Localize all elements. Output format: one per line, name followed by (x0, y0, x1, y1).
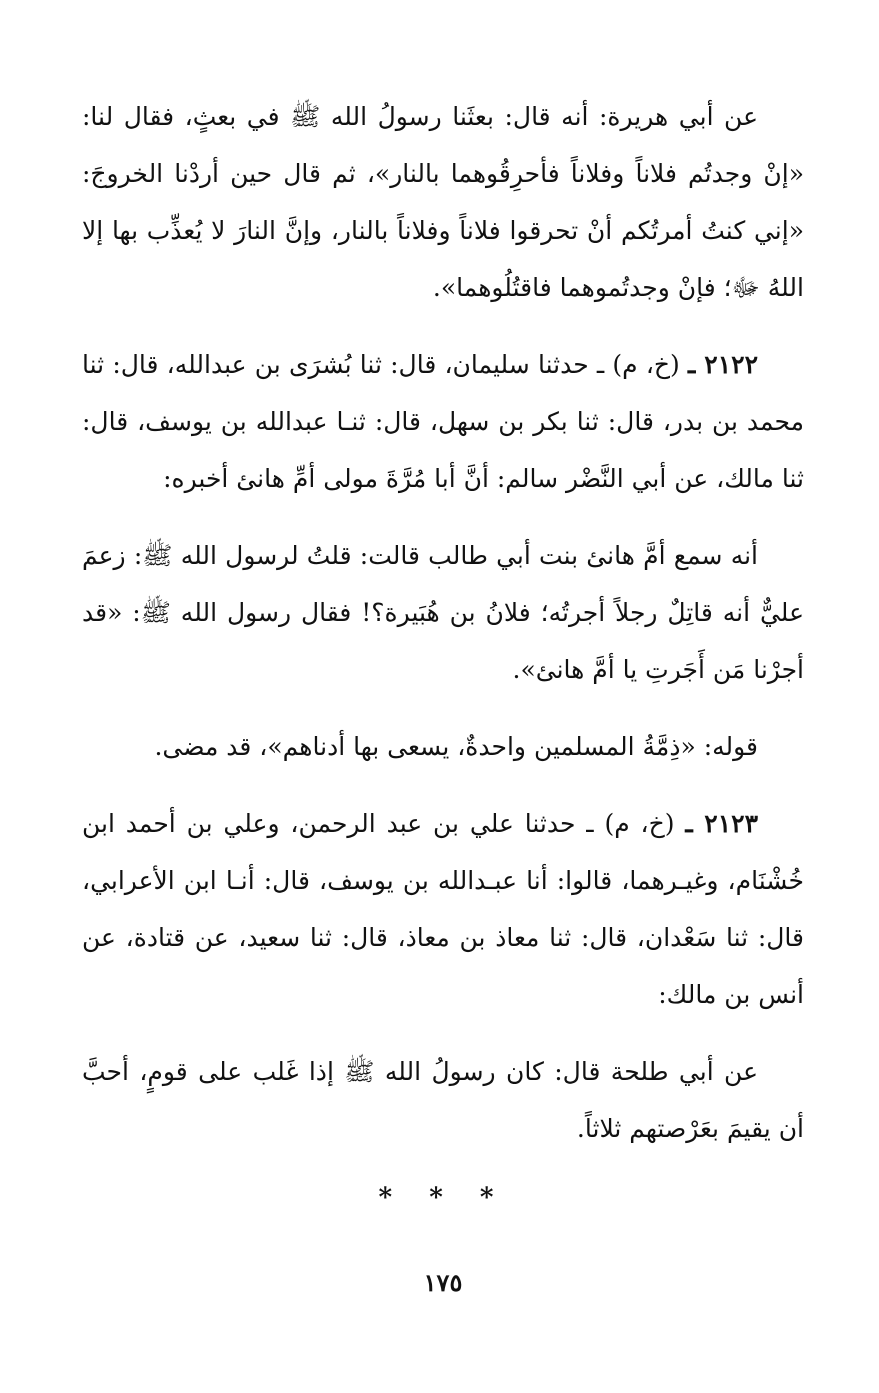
paragraph-text: (خ، م) ـ حدثنا سليمان، قال: ثنا بُشرَى بن عبدالله، قال: ثنا محمد بن بدر، قال: ثنا بكر بن سهل، قال: ثنـا عبدالله بن يوسف، قال: ثنا مالك، عن أبي النَّضْر سالم: أنَّ أبا مُرَّةَ مولى أمِّ هانئ أخبره: (82, 350, 804, 493)
page-number: ١٧٥ (423, 1268, 463, 1297)
paragraph-abu-talha (82, 1043, 804, 1157)
paragraph-text: عن أبي هريرة: أنه قال: بعثَنا رسولُ الله ﷺ في بعثٍ، فقال لنا: «إنْ وجدتُم فلاناً وفلاناً فأحرِقُوهما بالنار»، ثم قال حين أردْنا الخروجَ: «إني كنتُ أمرتُكم أنْ تحرقوا فلاناً وفلاناً بالنار، وإنَّ النارَ لا يُعذِّب بها إلا اللهُ ﷻ؛ فإنْ وجدتُموهما فاقتُلُوهما». (82, 102, 804, 302)
paragraph-hadith-abu-hurayra (82, 88, 804, 316)
paragraph-hadith-2122 (82, 336, 804, 507)
paragraph-text: قوله: «ذِمَّةُ المسلمين واحدةٌ، يسعى بها أدناهم»، قد مضى. (154, 732, 758, 761)
hadith-number: ٢١٢٣ ـ (685, 809, 759, 838)
section-separator: * * * (378, 1183, 508, 1213)
paragraph-text: (خ، م) ـ حدثنا علي بن عبد الرحمن، وعلي بن أحمد ابن خُشْنَام، وغيـرهما، قالوا: أنا عبـدالله بن يوسف، قال: أنـا ابن الأعرابي، قال: ثنا سَعْدان، قال: ثنا معاذ بن معاذ، قال: ثنا سعيد، عن قتادة، عن أنس بن مالك: (82, 809, 804, 1009)
paragraph-text: عن أبي طلحة قال: كان رسولُ الله ﷺ إذا غَلب على قومٍ، أحبَّ أن يقيمَ بعَرْصتهم ثلاثاً. (82, 1057, 804, 1143)
paragraph-hadith-2123 (82, 795, 804, 1023)
paragraph-umm-hani (82, 527, 804, 698)
hadith-number: ٢١٢٢ ـ (688, 350, 759, 379)
document-page (82, 88, 804, 1378)
paragraph-commentary (82, 718, 804, 775)
paragraph-text: أنه سمع أمَّ هانئ بنت أبي طالب قالت: قلتُ لرسول الله ﷺ: زعمَ عليٌّ أنه قاتِلٌ رجلاً أجرتُه؛ فلانُ بن هُبَيرة؟! فقال رسول الله ﷺ: «قد أجرْنا مَن أَجَرتِ يا أمَّ هانئ». (82, 541, 804, 684)
